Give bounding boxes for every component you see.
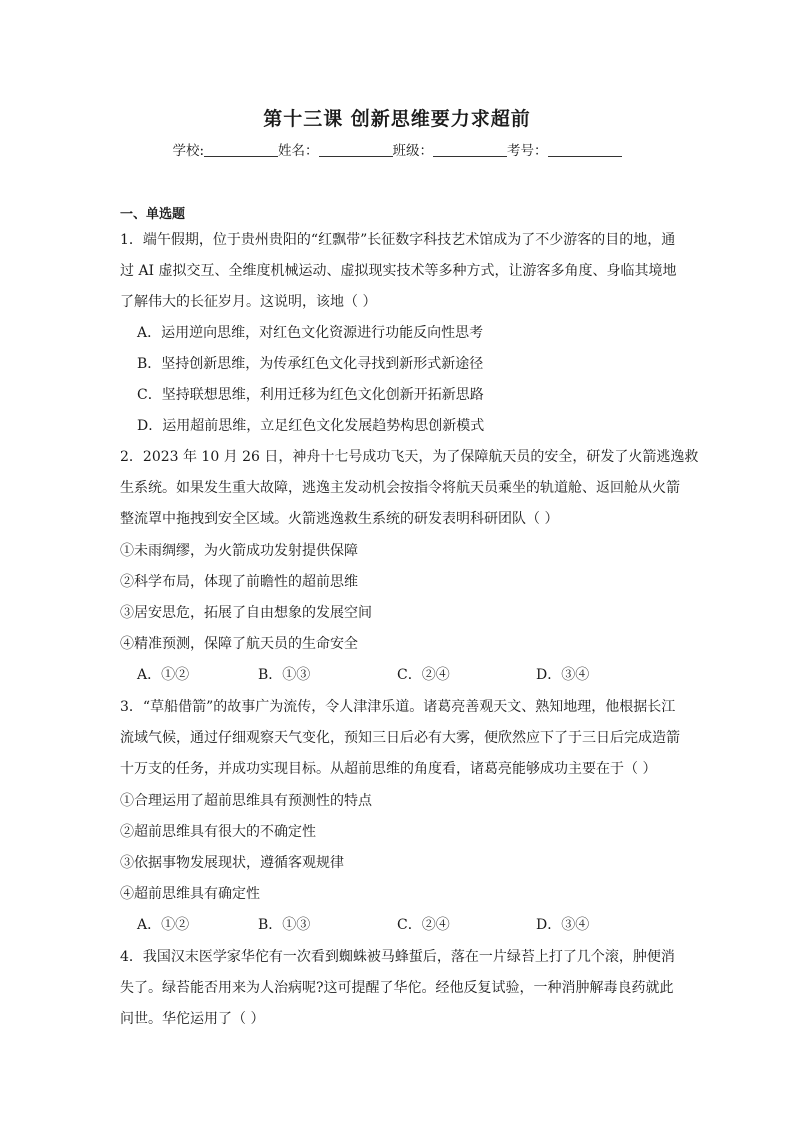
option-a[interactable]: A．运用逆向思维，对红色文化资源进行功能反向性思考: [137, 325, 484, 341]
choice-c[interactable]: C．②④: [397, 667, 450, 683]
question-text-line: 4．我国汉末医学家华佗有一次看到蜘蛛被马蜂蜇后，落在一片绿苔上打了几个滚，肿便消: [120, 949, 675, 965]
statement-item: ②科学布局，体现了前瞻性的超前思维: [120, 574, 358, 590]
statement-item: ④精准预测，保障了航天员的生命安全: [120, 636, 358, 652]
statement-item: ③依据事物发展现状，遵循客观规律: [120, 855, 344, 871]
choice-d[interactable]: D．③④: [536, 667, 590, 683]
statement-item: ①合理运用了超前思维具有预测性的特点: [120, 793, 372, 809]
school-label: 学校:: [172, 143, 205, 159]
question-text-line: 整流罩中拖拽到安全区域。火箭逃逸救生系统的研发表明科研团队（ ）: [120, 511, 559, 527]
question-text-line: 了解伟大的长征岁月。这说明，该地（ ）: [120, 294, 377, 310]
school-blank[interactable]: [204, 143, 278, 157]
choice-b[interactable]: B．①③: [258, 667, 311, 683]
name-blank[interactable]: [319, 143, 393, 157]
number-label: 考号：: [507, 143, 548, 159]
class-label: 班级：: [392, 143, 434, 159]
question-text-line: 3．“草船借箭”的故事广为流传，令人津津乐道。诸葛亮善观天文、熟知地理，他根据长江: [120, 699, 676, 715]
statement-item: ②超前思维具有很大的不确定性: [120, 824, 316, 840]
choice-c[interactable]: C．②④: [397, 917, 450, 933]
choice-a[interactable]: A．①②: [137, 667, 190, 683]
section-heading: 一、单选题: [120, 207, 186, 222]
number-blank[interactable]: [548, 143, 622, 157]
question-text-line: 生系统。如果发生重大故障，逃逸主发动机会按指令将航天员乘坐的轨道舱、返回舱从火箭: [120, 480, 680, 496]
statement-item: ③居安思危，拓展了自由想象的发展空间: [120, 605, 372, 621]
option-b[interactable]: B．坚持创新思维，为传承红色文化寻找到新形式新途径: [137, 356, 484, 372]
question-text-line: 问世。华佗运用了（ ）: [120, 1011, 265, 1027]
question-text-line: 2．2023 年 10 月 26 日，神舟十七号成功飞天，为了保障航天员的安全，研发了火箭逃逸救: [120, 449, 699, 465]
choice-b[interactable]: B．①③: [258, 917, 311, 933]
choice-a[interactable]: A．①②: [137, 917, 190, 933]
statement-item: ④超前思维具有确定性: [120, 886, 260, 902]
option-c[interactable]: C．坚持联想思维，利用迁移为红色文化创新开拓新思路: [137, 387, 484, 403]
question-text-line: 流域气候，通过仔细观察天气变化，预知三日后必有大雾，便欣然应下了于三日后完成造箭: [120, 730, 680, 746]
class-blank[interactable]: [433, 143, 507, 157]
student-info-line: [0, 139, 794, 159]
question-text-line: 过 AI 虚拟交互、全维度机械运动、虚拟现实技术等多种方式，让游客多角度、身临其境地: [120, 263, 677, 279]
page-title: 第十三课 创新思维要力求超前: [263, 108, 531, 130]
name-label: 姓名：: [278, 143, 319, 159]
choice-d[interactable]: D．③④: [536, 917, 590, 933]
question-text-line: 1．端午假期，位于贵州贵阳的“红飘带”长征数字科技艺术馆成为了不少游客的目的地，通: [120, 232, 676, 248]
statement-item: ①未雨绸缪，为火箭成功发射提供保障: [120, 543, 358, 559]
option-d[interactable]: D．运用超前思维，立足红色文化发展趋势构思创新模式: [137, 418, 485, 434]
question-text-line: 失了。绿苔能否用来为人治病呢?这可提醒了华佗。经他反复试验，一种消肿解毒良药就此: [120, 980, 674, 996]
question-text-line: 十万支的任务，并成功实现目标。从超前思维的角度看，诸葛亮能够成功主要在于（ ）: [120, 761, 657, 777]
